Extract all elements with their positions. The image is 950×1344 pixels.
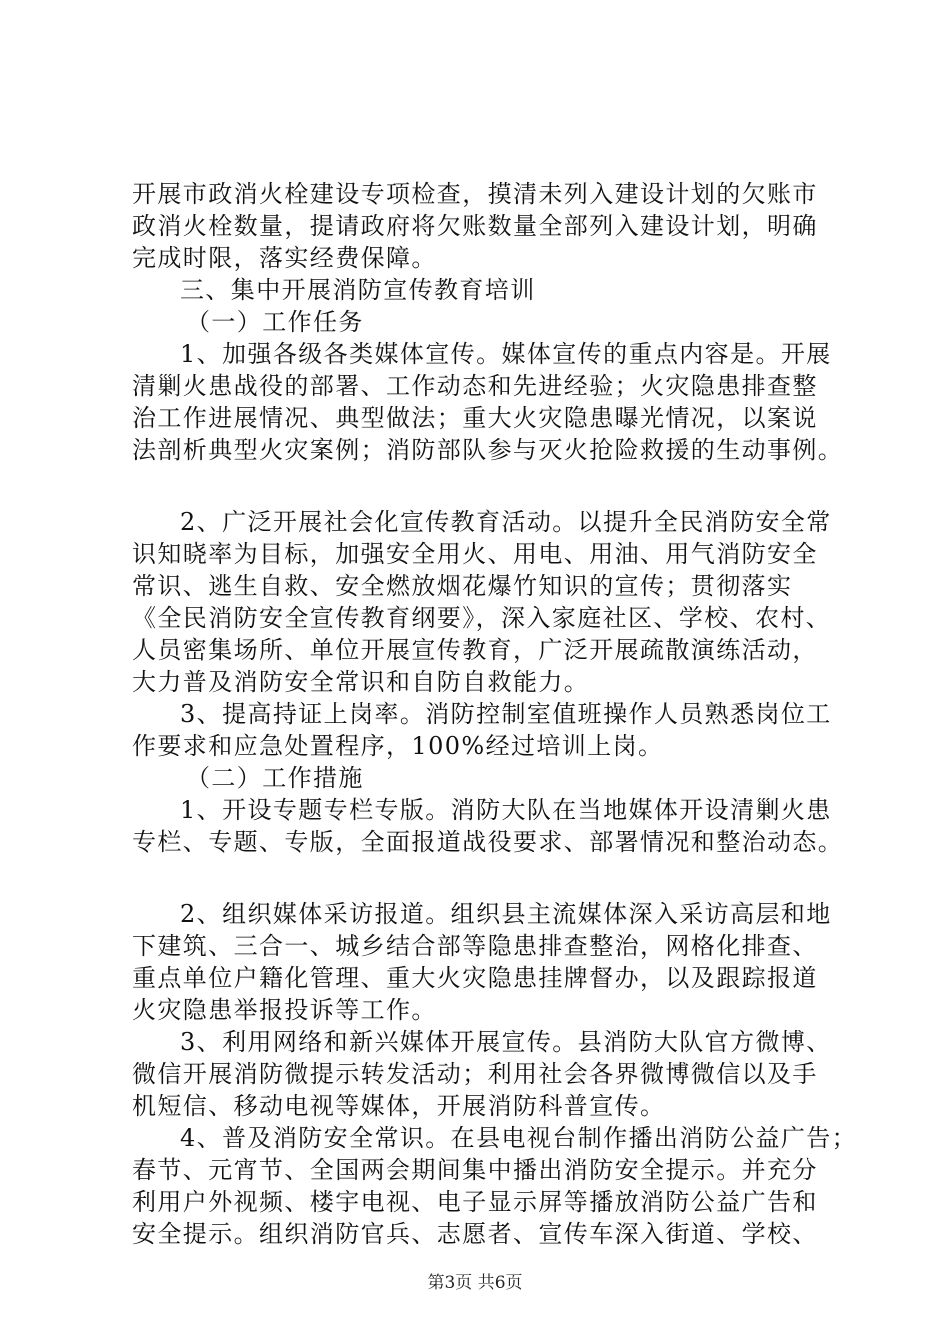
paragraph-task-1 <box>132 338 844 466</box>
text-line: 常识、逃生自救、安全燃放烟花爆竹知识的宣传；贯彻落实 <box>132 572 793 600</box>
text-line: 清剿火患战役的部署、工作动态和先进经验；火灾隐患排查整 <box>132 372 818 400</box>
paragraph-measure-3 <box>132 1026 837 1122</box>
paragraph-task-2 <box>132 506 837 698</box>
section-heading: 三、集中开展消防宣传教育培训 <box>180 276 536 304</box>
text-line: 1、加强各级各类媒体宣传。媒体宣传的重点内容是。开展 <box>180 340 832 368</box>
text-line: 人员密集场所、单位开展宣传教育，广泛开展疏散演练活动， <box>132 636 818 664</box>
text-line: 3、提高持证上岗率。消防控制室值班操作人员熟悉岗位工 <box>180 700 832 728</box>
text-line: 识知晓率为目标，加强安全用火、用电、用油、用气消防安全 <box>132 540 818 568</box>
text-line: 法剖析典型火灾案例；消防部队参与灭火抢险救援的生动事例。 <box>132 436 844 464</box>
text-line: 大力普及消防安全常识和自防自救能力。 <box>132 668 590 696</box>
text-line: 《全民消防安全宣传教育纲要》，深入家庭社区、学校、农村、 <box>132 604 832 632</box>
text-line: 治工作进展情况、典型做法；重大火灾隐患曝光情况，以案说 <box>132 404 818 432</box>
text-line: 政消火栓数量，提请政府将欠账数量全部列入建设计划，明确 <box>132 212 818 240</box>
paragraph-task-3 <box>132 698 837 762</box>
text-line: 专栏、专题、专版，全面报道战役要求、部署情况和整治动态。 <box>132 828 844 856</box>
text-line: 2、广泛开展社会化宣传教育活动。以提升全民消防安全常 <box>180 508 832 536</box>
text-line: 利用户外视频、楼宇电视、电子显示屏等播放消防公益广告和 <box>132 1188 818 1216</box>
text-line: 下建筑、三合一、城乡结合部等隐患排查整治，网格化排查、 <box>132 932 818 960</box>
text-line: 1、开设专题专栏专版。消防大队在当地媒体开设清剿火患 <box>180 796 832 824</box>
text-line: 重点单位户籍化管理、重大火灾隐患挂牌督办，以及跟踪报道 <box>132 964 818 992</box>
text-line: 4、普及消防安全常识。在县电视台制作播出消防公益广告； <box>180 1124 858 1152</box>
text-line: 3、利用网络和新兴媒体开展宣传。县消防大队官方微博、 <box>180 1028 832 1056</box>
paragraph-measure-4 <box>132 1122 858 1250</box>
paragraph-spacer <box>132 858 837 898</box>
text-line: 完成时限，落实经费保障。 <box>132 244 437 272</box>
page-number-footer: 第3页 共6页 <box>427 1273 523 1293</box>
text-line: 机短信、移动电视等媒体，开展消防科普宣传。 <box>132 1092 666 1120</box>
text-line: 2、组织媒体采访报道。组织县主流媒体深入采访高层和地 <box>180 900 832 928</box>
text-line: 春节、元宵节、全国两会期间集中播出消防安全提示。并充分 <box>132 1156 818 1184</box>
text-line: 作要求和应急处置程序，100%经过培训上岗。 <box>132 732 664 760</box>
subsection-heading: （一）工作任务 <box>186 308 364 336</box>
subsection-heading: （二）工作措施 <box>186 764 364 792</box>
text-line: 火灾隐患举报投诉等工作。 <box>132 996 437 1024</box>
paragraph-hydrant-check <box>132 178 837 274</box>
paragraph-measure-2 <box>132 898 837 1026</box>
paragraph-measure-1 <box>132 794 844 858</box>
text-line: 安全提示。组织消防官兵、志愿者、宣传车深入街道、学校、 <box>132 1220 818 1248</box>
text-line: 开展市政消火栓建设专项检查，摸清未列入建设计划的欠账市 <box>132 180 818 208</box>
paragraph-spacer <box>132 466 837 506</box>
text-line: 微信开展消防微提示转发活动；利用社会各界微博微信以及手 <box>132 1060 818 1088</box>
document-body <box>132 178 858 1250</box>
